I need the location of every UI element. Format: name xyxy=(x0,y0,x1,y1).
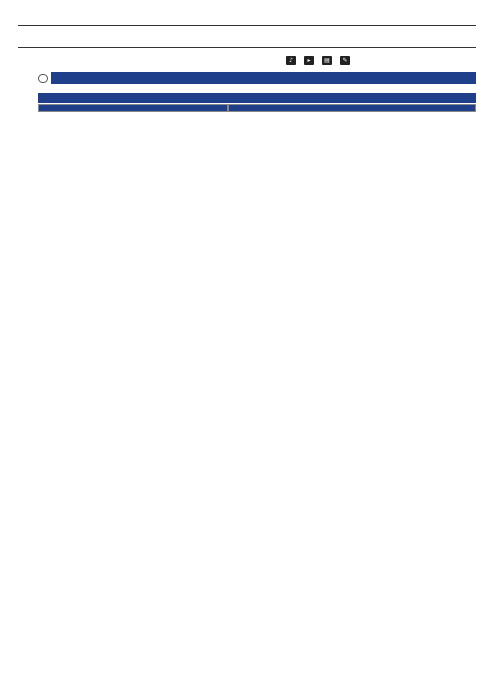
cando-col xyxy=(228,104,476,112)
lesson-bar xyxy=(38,93,476,103)
listen-icon: ♪ xyxy=(286,56,296,65)
header xyxy=(18,25,476,48)
skills-legend xyxy=(286,53,476,67)
write-icon: ✎ xyxy=(340,56,350,65)
topic-tag xyxy=(38,74,48,83)
topic-bar xyxy=(38,72,476,84)
speak-icon: ▸ xyxy=(304,56,314,65)
read-icon: ▤ xyxy=(322,56,332,65)
activities-header xyxy=(38,104,476,112)
topic-name xyxy=(51,72,476,84)
activities-col xyxy=(38,104,228,112)
